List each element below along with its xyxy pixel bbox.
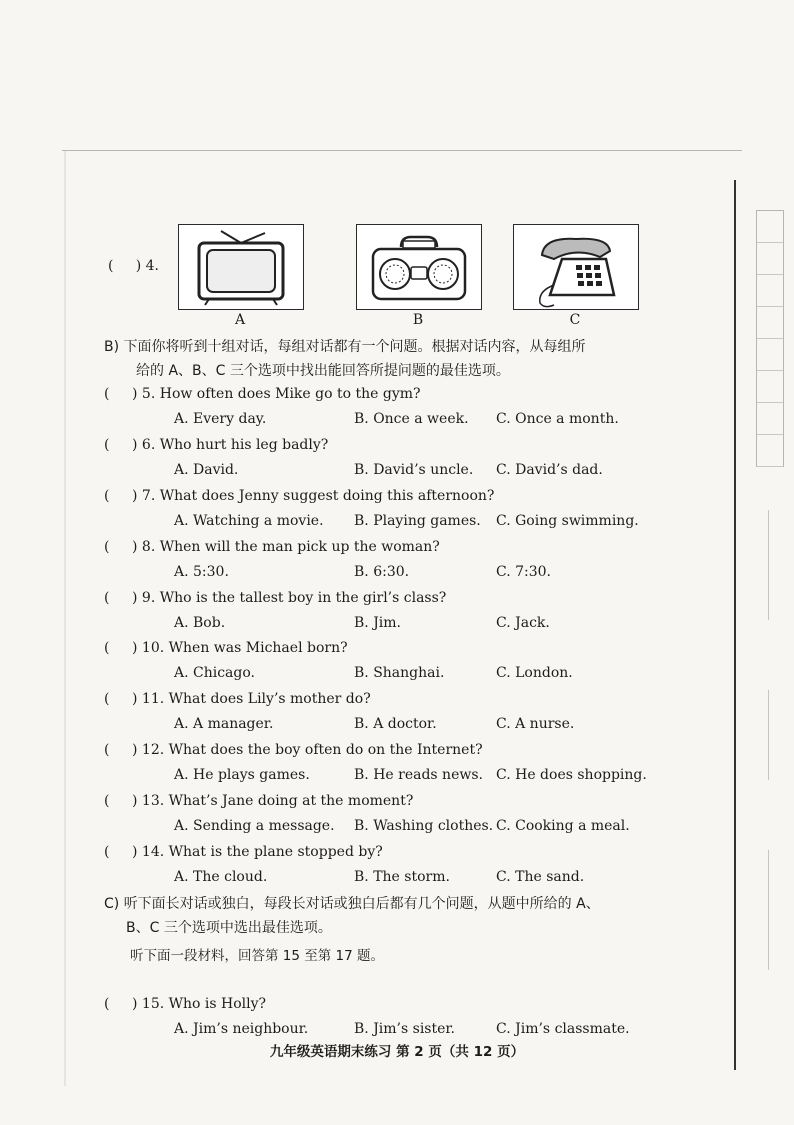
question-item [104, 691, 704, 739]
answer-paren[interactable]: ( [104, 488, 110, 504]
option-a[interactable]: A. Jim’s neighbour. [174, 1021, 309, 1037]
question-item [104, 539, 704, 587]
option-c[interactable]: C. Once a month. [496, 411, 619, 427]
option-a-tv-image[interactable] [178, 224, 304, 310]
option-c[interactable]: C. Cooking a meal. [496, 818, 630, 834]
option-b[interactable]: B. Shanghai. [354, 665, 445, 681]
answer-paren[interactable]: ( [104, 691, 110, 707]
question-stem: How often does Mike go to the gym? [159, 386, 421, 402]
question-item [104, 742, 704, 790]
question-number: ) 7. [132, 488, 156, 504]
question-stem: What is the plane stopped by? [168, 844, 383, 860]
answer-paren[interactable]: ( [104, 793, 110, 809]
option-b[interactable]: B. Washing clothes. [354, 818, 494, 834]
section-c-line-1: C) 听下面长对话或独白，每段长对话或独白后都有几个问题，从题中所给的 A、 [104, 896, 600, 912]
margin-field-line [768, 850, 769, 970]
question-stem: Who is the tallest boy in the girl’s class? [159, 590, 447, 606]
option-a-label: A [234, 312, 246, 328]
binding-line [734, 180, 736, 1070]
answer-paren[interactable]: ( [104, 844, 110, 860]
page-top-rule [62, 150, 742, 151]
material-instruction: 听下面一段材料，回答第 15 至第 17 题。 [130, 948, 385, 964]
tv-icon [179, 225, 303, 309]
question-stem: What’s Jane doing at the moment? [168, 793, 414, 809]
option-b[interactable]: B. The storm. [354, 869, 450, 885]
question-item [104, 996, 704, 1044]
answer-paren: ( ) [108, 258, 142, 274]
question-number: 4. [145, 258, 159, 274]
question-number: ) 9. [132, 590, 156, 606]
option-b[interactable]: B. Once a week. [354, 411, 469, 427]
option-c[interactable]: C. 7:30. [496, 564, 552, 580]
option-c-label: C [569, 312, 581, 328]
question-stem: Who hurt his leg badly? [159, 437, 329, 453]
section-b-line-1: B) 下面你将听到十组对话，每组对话都有一个问题。根据对话内容，从每组所 [104, 339, 586, 355]
question-stem: When will the man pick up the woman? [159, 539, 440, 555]
question-stem: Who is Holly? [168, 996, 267, 1012]
option-a[interactable]: A. Bob. [174, 615, 226, 631]
question-number: ) 14. [132, 844, 165, 860]
option-c[interactable]: C. The sand. [496, 869, 585, 885]
option-a[interactable]: A. 5:30. [174, 564, 229, 580]
answer-paren[interactable]: ( [104, 386, 110, 402]
option-c-telephone-image[interactable] [513, 224, 639, 310]
question-number: ) 6. [132, 437, 156, 453]
answer-paren[interactable]: ( [104, 539, 110, 555]
option-b[interactable]: B. He reads news. [354, 767, 483, 783]
section-b-line-2: 给的 A、B、C 三个选项中找出能回答所提问题的最佳选项。 [136, 363, 510, 379]
option-b[interactable]: B. 6:30. [354, 564, 410, 580]
section-c-instructions [104, 892, 664, 940]
option-b[interactable]: B. A doctor. [354, 716, 437, 732]
section-b-instructions [104, 335, 664, 383]
score-grid [756, 210, 784, 467]
option-c[interactable]: C. Jack. [496, 615, 550, 631]
option-c[interactable]: C. He does shopping. [496, 767, 647, 783]
sheet-edge [64, 151, 66, 1086]
option-a[interactable]: A. Chicago. [174, 665, 255, 681]
question-item [104, 488, 704, 536]
option-a[interactable]: A. Watching a movie. [174, 513, 324, 529]
question-number: ) 15. [132, 996, 165, 1012]
question-stem: What does Jenny suggest doing this afternoon? [159, 488, 495, 504]
option-b[interactable]: B. David’s uncle. [354, 462, 474, 478]
question-number: ) 5. [132, 386, 156, 402]
question-item [104, 437, 704, 485]
question-number: ) 11. [132, 691, 165, 707]
question-stem: When was Michael born? [168, 640, 348, 656]
question-item [104, 640, 704, 688]
telephone-icon [514, 225, 638, 309]
question-number: ) 10. [132, 640, 165, 656]
question-number: ) 12. [132, 742, 165, 758]
option-c[interactable]: C. David’s dad. [496, 462, 603, 478]
answer-paren[interactable]: ( [104, 742, 110, 758]
option-c[interactable]: C. London. [496, 665, 573, 681]
question-stem: What does Lily’s mother do? [168, 691, 371, 707]
page-footer: 九年级英语期末练习 第 2 页（共 12 页） [269, 1044, 525, 1060]
option-a[interactable]: A. The cloud. [174, 869, 268, 885]
answer-paren[interactable]: ( [104, 996, 110, 1012]
option-b-radio-image[interactable] [356, 224, 482, 310]
margin-field-line [768, 510, 769, 620]
question-number: ) 13. [132, 793, 165, 809]
option-a[interactable]: A. Every day. [174, 411, 267, 427]
answer-paren[interactable]: ( [104, 590, 110, 606]
option-c[interactable]: C. Going swimming. [496, 513, 639, 529]
answer-paren[interactable]: ( [104, 640, 110, 656]
question-item [104, 844, 704, 892]
radio-icon [357, 225, 481, 309]
question-item [104, 793, 704, 841]
question-stem: What does the boy often do on the Internet? [168, 742, 483, 758]
question-number: ) 8. [132, 539, 156, 555]
option-b-label: B [412, 312, 424, 328]
question-4 [108, 258, 159, 274]
margin-field-line [768, 690, 769, 780]
option-c[interactable]: C. A nurse. [496, 716, 575, 732]
option-a[interactable]: A. He plays games. [174, 767, 310, 783]
question-item [104, 590, 704, 638]
option-a[interactable]: A. Sending a message. [174, 818, 335, 834]
option-a[interactable]: A. David. [174, 462, 239, 478]
option-b[interactable]: B. Jim. [354, 615, 402, 631]
option-b[interactable]: B. Jim’s sister. [354, 1021, 456, 1037]
answer-paren[interactable]: ( [104, 437, 110, 453]
option-a[interactable]: A. A manager. [174, 716, 274, 732]
option-b[interactable]: B. Playing games. [354, 513, 481, 529]
option-c[interactable]: C. Jim’s classmate. [496, 1021, 630, 1037]
section-c-line-2: B、C 三个选项中选出最佳选项。 [126, 920, 332, 936]
question-item [104, 386, 704, 434]
